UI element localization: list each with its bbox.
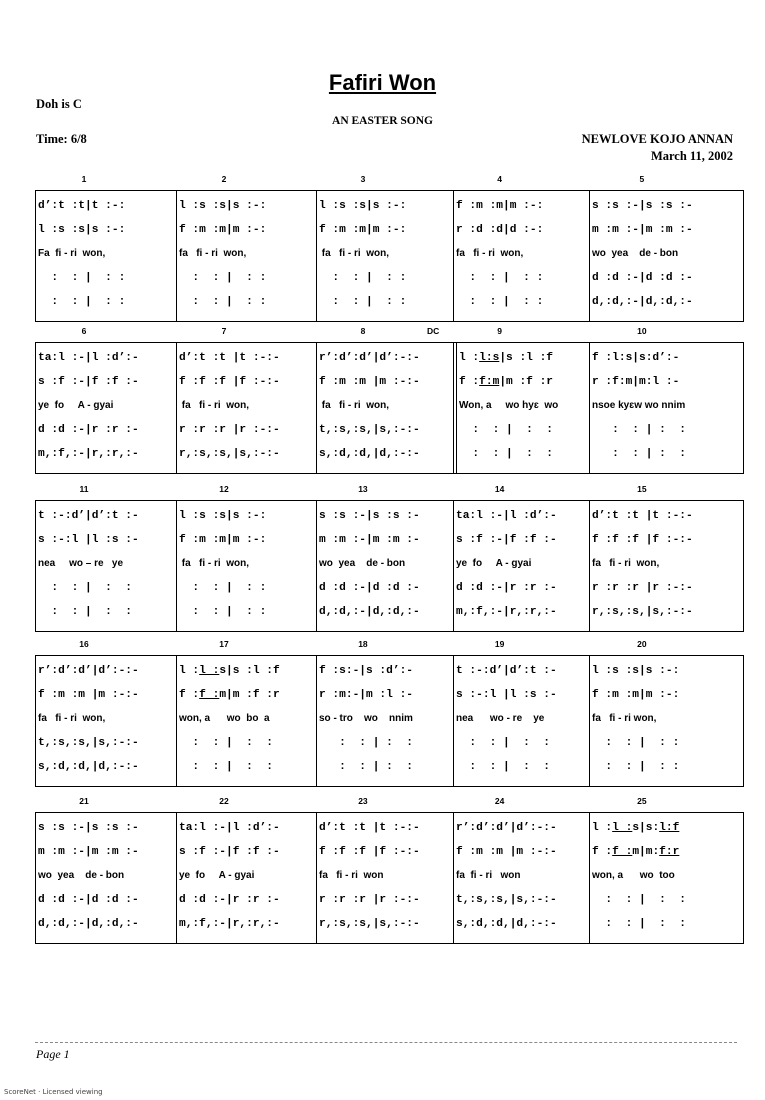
tenor-line: : : | : : bbox=[319, 737, 413, 749]
measure bbox=[316, 191, 453, 321]
tenor-line: r :r :r |r :-:- bbox=[592, 582, 693, 594]
bass-line: : : | : : bbox=[456, 296, 544, 308]
measure-number: 1 bbox=[81, 174, 87, 184]
tenor-line: d :d :-|r :r :- bbox=[456, 582, 557, 594]
measure-number: 13 bbox=[358, 484, 368, 494]
bass-line: d,:d,:-|d,:d,:- bbox=[38, 918, 139, 930]
soprano-line: ta:l :-|l :d’:- bbox=[38, 352, 139, 364]
measure bbox=[176, 191, 316, 321]
slur-underline: l : bbox=[612, 822, 633, 834]
footer-divider bbox=[35, 1042, 737, 1043]
alto-line: s :f :-|f :f :- bbox=[38, 376, 139, 388]
measure-number: 6 bbox=[81, 326, 87, 336]
soprano-line: l :s :s|s :-: bbox=[592, 665, 680, 677]
alto-line: s :f :-|f :f :- bbox=[456, 534, 557, 546]
measure bbox=[36, 813, 176, 943]
tenor-line: d :d :-|r :r :- bbox=[179, 894, 280, 906]
tenor-line: : : | : : bbox=[179, 737, 273, 749]
bass-line: r,:s,:s,|s,:-:- bbox=[179, 448, 280, 460]
bass-line: : : | : : bbox=[319, 761, 413, 773]
lyrics-line: fa fi - ri won, bbox=[456, 248, 524, 259]
page-number: Page 1 bbox=[36, 1047, 70, 1061]
soprano-line: l :l:s|s :l :f bbox=[459, 352, 554, 364]
alto-line: f :m :m|m :-: bbox=[319, 224, 407, 236]
measure bbox=[589, 501, 743, 631]
soprano-line: f :m :m|m :-: bbox=[456, 200, 544, 212]
bass-line: : : | : : bbox=[38, 606, 132, 618]
tenor-line: : : | : : bbox=[179, 272, 267, 284]
slur-underline: l:f bbox=[659, 822, 680, 834]
measure-number: 10 bbox=[637, 326, 647, 336]
lyrics-line: won, a wo too bbox=[592, 870, 675, 881]
lyrics-line: fa fi - ri won bbox=[456, 870, 521, 881]
da-capo-marker: DC bbox=[427, 326, 440, 336]
slur-underline: f : bbox=[612, 846, 633, 858]
alto-line: r :m:-|m :l :- bbox=[319, 689, 413, 701]
tenor-line: : : | : : bbox=[456, 737, 550, 749]
measure-number: 21 bbox=[79, 796, 89, 806]
alto-line: f :f :f |f :-:- bbox=[179, 376, 280, 388]
soprano-line: l :s :s|s :-: bbox=[179, 200, 267, 212]
bass-line: s,:d,:d,|d,:-:- bbox=[38, 761, 139, 773]
bass-line: : : | : : bbox=[459, 448, 553, 460]
soprano-line: t :-:d’|d’:t :- bbox=[38, 510, 139, 522]
song-subtitle: AN EASTER SONG bbox=[332, 115, 433, 127]
measure-number: 12 bbox=[219, 484, 229, 494]
alto-line: m :m :-|m :m :- bbox=[319, 534, 420, 546]
tenor-line: : : | : : bbox=[456, 272, 544, 284]
measure-number: 9 bbox=[497, 326, 502, 336]
lyrics-line: won, a wo bo a bbox=[179, 713, 270, 724]
bass-line: : : | : : bbox=[319, 296, 407, 308]
soprano-line: f :s:-|s :d’:- bbox=[319, 665, 413, 677]
bass-line: r,:s,:s,|s,:-:- bbox=[592, 606, 693, 618]
measure bbox=[453, 501, 589, 631]
alto-line: f :f:m|m :f :r bbox=[459, 376, 554, 388]
measure bbox=[36, 501, 176, 631]
lyrics-line: fa fi - ri won, bbox=[592, 558, 660, 569]
soprano-line: l :l :s|s :l :f bbox=[179, 665, 280, 677]
measure-number: 4 bbox=[497, 174, 502, 184]
lyrics-line: fa fi - ri won, bbox=[319, 248, 389, 259]
alto-line: r :f:m|m:l :- bbox=[592, 376, 680, 388]
soprano-line: s :s :-|s :s :- bbox=[38, 822, 139, 834]
bass-line: : : | : : bbox=[592, 918, 686, 930]
measure-number-row bbox=[35, 484, 742, 498]
tenor-line: d :d :-|d :d :- bbox=[592, 272, 693, 284]
measure-number: 16 bbox=[79, 639, 89, 649]
lyrics-line: nsoe kyɛw wo nnim bbox=[592, 400, 686, 411]
tenor-line: d :d :-|d :d :- bbox=[319, 582, 420, 594]
lyrics-line: fa fi - ri won, bbox=[179, 558, 249, 569]
measure-number: 25 bbox=[637, 796, 647, 806]
alto-line: s :-:l |l :s :- bbox=[38, 534, 139, 546]
watermark-text: ScoreNet · Licensed viewing bbox=[4, 1088, 103, 1096]
tenor-line: : : | : : bbox=[179, 582, 267, 594]
tenor-line: : : | : : bbox=[592, 424, 686, 436]
measure-number: 19 bbox=[494, 639, 505, 649]
tenor-line: r :r :r |r :-:- bbox=[319, 894, 420, 906]
score-system bbox=[35, 812, 744, 944]
tenor-line: d :d :-|d :d :- bbox=[38, 894, 139, 906]
bass-line: : : | : : bbox=[179, 761, 273, 773]
measure-number: 23 bbox=[358, 796, 368, 806]
tenor-line: : : | : : bbox=[459, 424, 553, 436]
slur-underline: l:s bbox=[479, 352, 500, 364]
measure-number: 14 bbox=[494, 484, 505, 494]
measure-number: 5 bbox=[639, 174, 645, 184]
bass-line: : : | : : bbox=[456, 761, 550, 773]
time-signature: Time: 6/8 bbox=[36, 132, 87, 146]
slur-underline: f : bbox=[199, 689, 220, 701]
alto-line: s :f :-|f :f :- bbox=[179, 846, 280, 858]
tenor-line: : : | : : bbox=[592, 737, 680, 749]
measure bbox=[36, 656, 176, 786]
lyrics-line: fa fi - ri won bbox=[319, 870, 384, 881]
alto-line: m :m :-|m :m :- bbox=[592, 224, 693, 236]
alto-line: f :m :m|m :-: bbox=[179, 224, 267, 236]
lyrics-line: fa fi - ri won, bbox=[179, 248, 247, 259]
measure bbox=[453, 343, 589, 473]
lyrics-line: fa fi - ri won, bbox=[319, 400, 389, 411]
measure bbox=[589, 813, 743, 943]
lyrics-line: Won, a wo hyɛ wo bbox=[459, 400, 559, 411]
bass-line: : : | : : bbox=[592, 761, 680, 773]
measure bbox=[453, 656, 589, 786]
measure-number-row bbox=[35, 639, 742, 653]
alto-line: f :f :f |f :-:- bbox=[592, 534, 693, 546]
lyrics-line: so - tro wo nnim bbox=[319, 713, 413, 724]
bass-line: m,:f,:-|r,:r,:- bbox=[38, 448, 139, 460]
soprano-line: d’:t :t |t :-:- bbox=[179, 352, 280, 364]
lyrics-line: fa fi - ri won, bbox=[592, 713, 657, 724]
measure-number: 11 bbox=[79, 484, 89, 494]
soprano-line: t :-:d’|d’:t :- bbox=[456, 665, 557, 677]
alto-line: f :m :m|m :-: bbox=[592, 689, 680, 701]
soprano-line: l :s :s|s :-: bbox=[319, 200, 407, 212]
measure-number: 15 bbox=[637, 484, 647, 494]
bass-line: : : | : : bbox=[179, 296, 267, 308]
measure-number-row bbox=[35, 796, 742, 810]
soprano-line: r’:d’:d’|d’:-:- bbox=[319, 352, 420, 364]
tenor-line: t,:s,:s,|s,:-:- bbox=[456, 894, 557, 906]
bass-line: r,:s,:s,|s,:-:- bbox=[319, 918, 420, 930]
tenor-line: : : | : : bbox=[38, 272, 126, 284]
lyrics-line: ye fo A - gyai bbox=[456, 558, 532, 569]
bass-line: d,:d,:-|d,:d,:- bbox=[592, 296, 693, 308]
measure bbox=[176, 813, 316, 943]
measure bbox=[453, 191, 589, 321]
alto-line: r :d :d|d :-: bbox=[456, 224, 544, 236]
measure bbox=[589, 343, 743, 473]
soprano-line: s :s :-|s :s :- bbox=[592, 200, 693, 212]
measure-number: 2 bbox=[221, 174, 227, 184]
soprano-line: d’:t :t |t :-:- bbox=[592, 510, 693, 522]
measure-number-row bbox=[35, 326, 742, 340]
lyrics-line: ye fo A - gyai bbox=[179, 870, 255, 881]
measure bbox=[316, 343, 453, 473]
bass-line: : : | : : bbox=[179, 606, 267, 618]
lyrics-line: nea wo – re ye bbox=[38, 558, 124, 569]
alto-line: f :m :m|m :-: bbox=[179, 534, 267, 546]
measure-number: 22 bbox=[219, 796, 229, 806]
bass-line: : : | : : bbox=[592, 448, 686, 460]
soprano-line: f :l:s|s:d’:- bbox=[592, 352, 680, 364]
score-system bbox=[35, 655, 744, 787]
bass-line: s,:d,:d,|d,:-:- bbox=[456, 918, 557, 930]
lyrics-line: wo yea de - bon bbox=[592, 248, 679, 259]
measure-number: 3 bbox=[360, 174, 366, 184]
score-system bbox=[35, 500, 744, 632]
soprano-line: ta:l :-|l :d’:- bbox=[179, 822, 280, 834]
measure-number-row bbox=[35, 174, 742, 188]
measure-number: 18 bbox=[358, 639, 368, 649]
measure-number: 17 bbox=[219, 639, 229, 649]
alto-line: f :f :m|m :f :r bbox=[179, 689, 280, 701]
measure bbox=[36, 191, 176, 321]
measure-number: 7 bbox=[221, 326, 227, 336]
measure bbox=[176, 656, 316, 786]
soprano-line: d’:t :t |t :-:- bbox=[319, 822, 420, 834]
alto-line: s :-:l |l :s :- bbox=[456, 689, 557, 701]
composer-name: NEWLOVE KOJO ANNAN bbox=[581, 132, 733, 146]
bass-line: m,:f,:-|r,:r,:- bbox=[456, 606, 557, 618]
slur-underline: l : bbox=[199, 665, 220, 677]
lyrics-line: Fa fi - ri won, bbox=[38, 248, 106, 259]
score-system bbox=[35, 342, 744, 474]
lyrics-line: fa fi - ri won, bbox=[179, 400, 249, 411]
measure bbox=[316, 656, 453, 786]
bass-line: d,:d,:-|d,:d,:- bbox=[319, 606, 420, 618]
slur-underline: f:m bbox=[479, 376, 500, 388]
alto-line: f :f :f |f :-:- bbox=[319, 846, 420, 858]
tenor-line: : : | : : bbox=[38, 582, 132, 594]
measure bbox=[316, 813, 453, 943]
tenor-line: t,:s,:s,|s,:-:- bbox=[319, 424, 420, 436]
score-system bbox=[35, 190, 744, 322]
measure bbox=[589, 656, 743, 786]
soprano-line: s :s :-|s :s :- bbox=[319, 510, 420, 522]
alto-line: f :m :m |m :-:- bbox=[456, 846, 557, 858]
alto-line: f :m :m |m :-:- bbox=[38, 689, 139, 701]
soprano-line: r’:d’:d’|d’:-:- bbox=[456, 822, 557, 834]
lyrics-line: wo yea de - bon bbox=[38, 870, 125, 881]
lyrics-line: ye fo A - gyai bbox=[38, 400, 114, 411]
measure-number: 20 bbox=[637, 639, 647, 649]
measure-number: 24 bbox=[494, 796, 505, 806]
alto-line: f :m :m |m :-:- bbox=[319, 376, 420, 388]
slur-underline: f:r bbox=[659, 846, 680, 858]
soprano-line: l :s :s|s :-: bbox=[179, 510, 267, 522]
tenor-line: d :d :-|r :r :- bbox=[38, 424, 139, 436]
alto-line: m :m :-|m :m :- bbox=[38, 846, 139, 858]
bass-line: s,:d,:d,|d,:-:- bbox=[319, 448, 420, 460]
measure bbox=[176, 343, 316, 473]
measure bbox=[316, 501, 453, 631]
soprano-line: d’:t :t|t :-: bbox=[38, 200, 126, 212]
measure bbox=[589, 191, 743, 321]
lyrics-line: fa fi - ri won, bbox=[38, 713, 106, 724]
measure bbox=[453, 813, 589, 943]
soprano-line: l :l :s|s:l:f bbox=[592, 822, 680, 834]
lyrics-line: wo yea de - bon bbox=[319, 558, 406, 569]
tenor-line: : : | : : bbox=[319, 272, 407, 284]
tenor-line: : : | : : bbox=[592, 894, 686, 906]
measure bbox=[36, 343, 176, 473]
soprano-line: ta:l :-|l :d’:- bbox=[456, 510, 557, 522]
composition-date: March 11, 2002 bbox=[650, 149, 733, 163]
lyrics-line: nea wo - re ye bbox=[456, 713, 545, 724]
measure bbox=[176, 501, 316, 631]
bass-line: m,:f,:-|r,:r,:- bbox=[179, 918, 280, 930]
bass-line: : : | : : bbox=[38, 296, 126, 308]
soprano-line: r’:d’:d’|d’:-:- bbox=[38, 665, 139, 677]
song-title: Fafiri Won bbox=[328, 70, 437, 95]
tenor-line: t,:s,:s,|s,:-:- bbox=[38, 737, 139, 749]
tenor-line: r :r :r |r :-:- bbox=[179, 424, 280, 436]
measure-number: 8 bbox=[360, 326, 366, 336]
key-signature: Doh is C bbox=[36, 97, 82, 111]
alto-line: l :s :s|s :-: bbox=[38, 224, 126, 236]
alto-line: f :f :m|m:f:r bbox=[592, 846, 680, 858]
